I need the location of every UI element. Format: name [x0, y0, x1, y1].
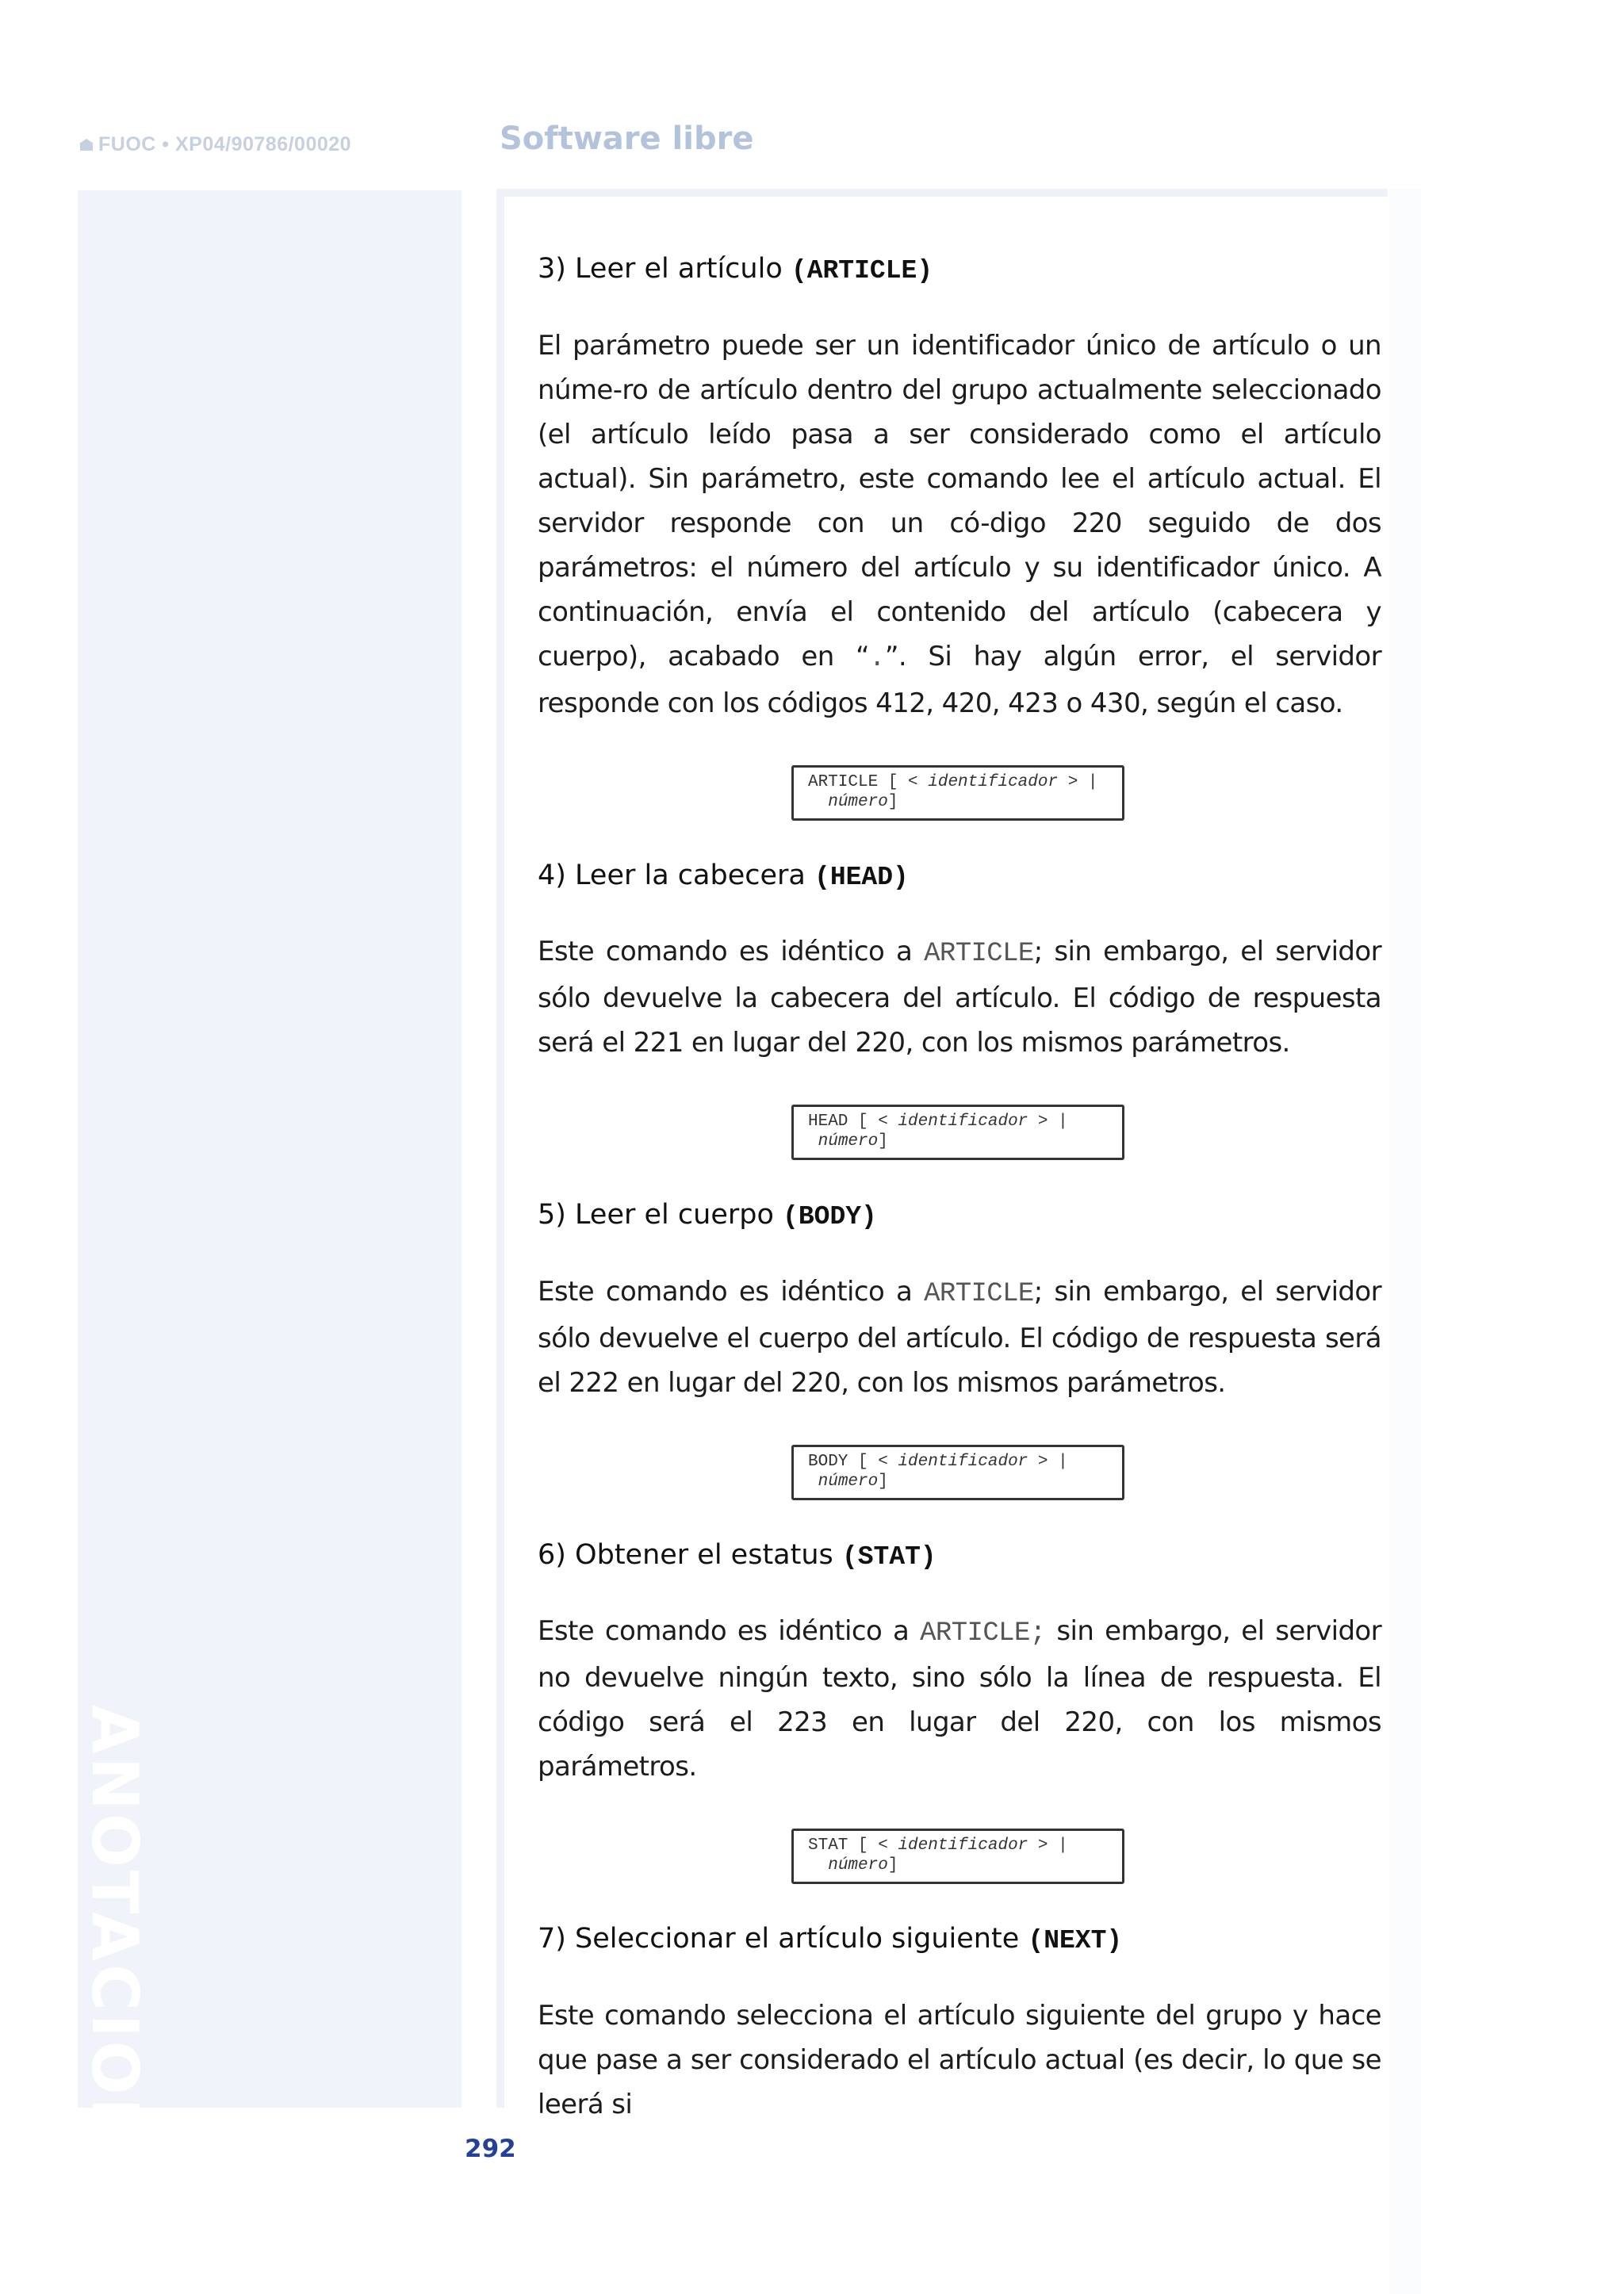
syntax-command: HEAD [808, 1113, 848, 1132]
syntax-number: número [828, 1856, 888, 1875]
section-heading-text: 7) Seleccionar el artículo siguiente [538, 1923, 1020, 1955]
syntax-identifier: identificador [898, 1836, 1028, 1855]
section-article [538, 252, 1381, 821]
syntax-separator: > | [1037, 1836, 1068, 1855]
paragraph-text: Este comando es idéntico a [538, 1615, 921, 1648]
syntax-close: ] [878, 1132, 888, 1151]
section-heading [538, 1538, 1381, 1573]
main-content [538, 252, 1381, 2127]
section-heading [538, 1922, 1381, 1957]
paragraph-text: Este comando es idéntico a [538, 1275, 925, 1308]
section-heading-text: 6) Obtener el estatus [538, 1538, 833, 1571]
syntax-separator: > | [1037, 1452, 1068, 1471]
section-head [538, 859, 1381, 1161]
right-margin-strip [1389, 189, 1421, 2294]
paragraph-inline-code: ARTICLE [924, 939, 1034, 970]
syntax-command: ARTICLE [808, 772, 879, 791]
document-code-text: FUOC • XP04/90786/00020 [98, 133, 352, 155]
paragraph-text: Este comando es idéntico a [538, 936, 925, 968]
section-heading-command: (BODY) [783, 1202, 877, 1232]
section-stat [538, 1538, 1381, 1885]
page-number: 292 [465, 2135, 516, 2163]
paragraph-text: ”. Si hay algún error, el servidor responde con los códigos 412, 420, 423 o 430, según el caso. [538, 640, 1381, 719]
syntax-number: número [818, 1132, 879, 1151]
syntax-command: BODY [808, 1452, 848, 1471]
fuoc-logo-icon [79, 139, 94, 151]
syntax-open: [ < [858, 1113, 888, 1132]
section-paragraph [538, 1609, 1381, 1789]
syntax-box [791, 1105, 1124, 1160]
section-paragraph [538, 1993, 1381, 2127]
syntax-close: ] [878, 1472, 888, 1491]
syntax-box [791, 1829, 1124, 1884]
section-next [538, 1922, 1381, 2127]
syntax-identifier: identificador [898, 1113, 1028, 1132]
section-heading-command: (STAT) [841, 1541, 936, 1572]
section-heading [538, 1198, 1381, 1233]
syntax-command: STAT [808, 1836, 848, 1855]
syntax-identifier: identificador [928, 772, 1059, 791]
syntax-open: [ < [887, 772, 918, 791]
section-heading [538, 252, 1381, 287]
section-heading-command: (HEAD) [814, 862, 909, 892]
syntax-number: número [818, 1472, 879, 1491]
syntax-number: número [828, 792, 888, 811]
syntax-box [791, 1445, 1124, 1500]
section-heading-text: 4) Leer la cabecera [538, 859, 806, 891]
syntax-identifier: identificador [898, 1452, 1028, 1471]
syntax-separator: > | [1067, 772, 1098, 791]
book-title: Software libre [500, 121, 754, 157]
section-paragraph [538, 1270, 1381, 1405]
syntax-separator: > | [1037, 1113, 1068, 1132]
paragraph-text: Este comando selecciona el artículo siguiente del grupo y hace que pase a ser considerado el artículo actual (es decir, lo que se leerá si [538, 1999, 1381, 2120]
paragraph-text: sin embargo, el servidor no devuelve ningún texto, sino sólo la línea de respuesta. El código será el 223 en lugar del 220, con los mismos parámetros. [538, 1615, 1382, 1783]
paragraph-inline-code: ARTICLE [924, 1278, 1034, 1309]
section-heading-command: (NEXT) [1028, 1926, 1123, 1956]
syntax-open: [ < [858, 1452, 888, 1471]
document-code [79, 133, 351, 156]
syntax-box [791, 765, 1124, 821]
syntax-close: ] [887, 1856, 898, 1875]
section-paragraph [538, 324, 1381, 726]
paragraph-text: ; sin embargo, el servidor sólo devuelve la cabecera del artículo. El código de respuesta será el 221 en lugar del 220, con los mismos parámetros. [538, 936, 1381, 1059]
syntax-close: ] [887, 792, 898, 811]
section-heading-text: 3) Leer el artículo [538, 253, 783, 285]
section-heading-text: 5) Leer el cuerpo [538, 1199, 774, 1231]
section-paragraph [538, 929, 1381, 1065]
paragraph-inline-code: ARTICLE; [920, 1618, 1046, 1649]
section-body [538, 1198, 1381, 1500]
section-heading [538, 859, 1381, 894]
section-heading-command: (ARTICLE) [791, 256, 933, 285]
syntax-open: [ < [858, 1836, 888, 1855]
annotations-label: ANOTACIONES [78, 1705, 151, 2250]
paragraph-text: ; sin embargo, el servidor sólo devuelve el cuerpo del artículo. El código de respuesta será el 222 en lugar del 220, con los mismos parámetros. [538, 1275, 1381, 1399]
paragraph-text: El parámetro puede ser un identificador único de artículo o un núme-ro de artículo dentro del grupo actualmente seleccionado (el artículo leído pasa a ser considerado como el artículo actual). Sin parámetro, este comando lee el artículo actual. El servidor responde con un có-digo 220 seguido de dos parámetros: el número del artículo y su identificador único. A continuación, envía el contenido del artículo (cabecera y cuerpo), acabado en “ [538, 329, 1381, 672]
paragraph-inline-code: . [869, 643, 885, 674]
